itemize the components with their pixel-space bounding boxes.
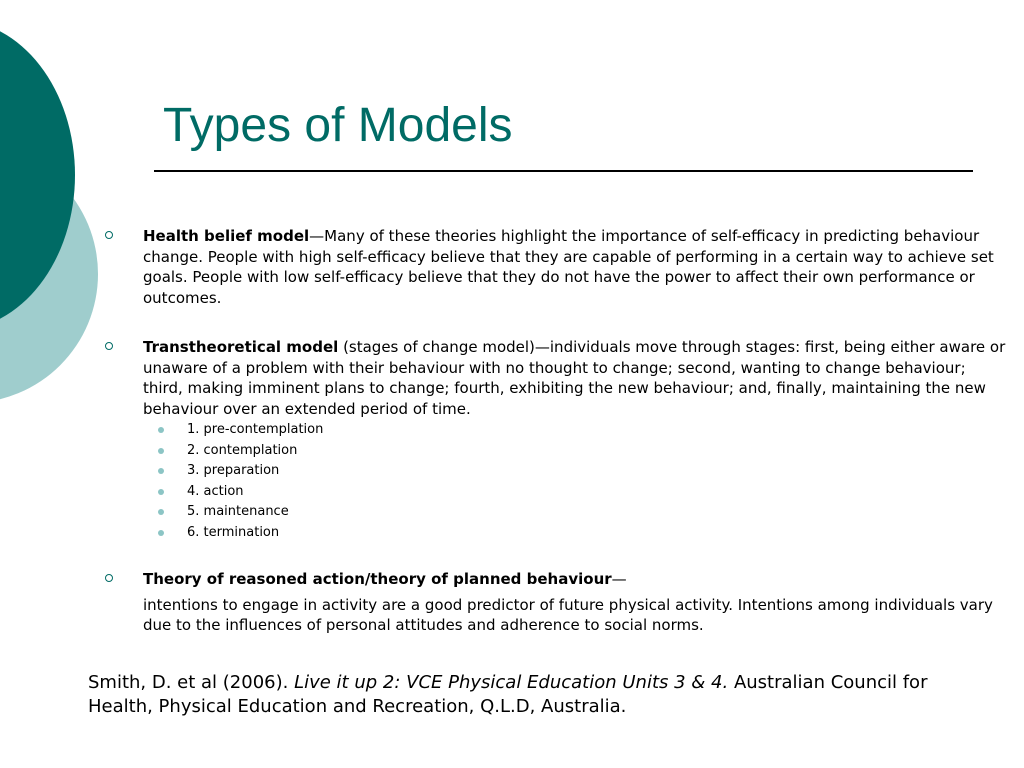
dot-bullet-icon bbox=[158, 530, 164, 536]
hollow-circle-bullet-icon bbox=[105, 342, 113, 350]
stage-item: 4. action bbox=[143, 482, 1010, 503]
bullet-text: — bbox=[611, 570, 627, 588]
stages-list bbox=[143, 420, 1010, 543]
stage-item: 5. maintenance bbox=[143, 502, 1010, 523]
reference-authors: Smith, D. et al (2006). bbox=[88, 672, 295, 693]
bullet-text: (stages of change model)—individuals move through stages: first, being either aware or unaware of a problem with their behaviour with no thought to change; second, wanting to change behaviour; third, making imminent plans to change; fourth, exhibiting the new behaviour; and, finally, maintaining the new behaviour over an extended period of time. bbox=[143, 338, 1006, 418]
reference-book-title: Live it up 2: VCE Physical Education Units 3 & 4. bbox=[294, 672, 729, 693]
bullet-paragraph: intentions to engage in activity are a good predictor of future physical activity. Intentions among individuals vary due to the influences of personal attitudes and adherence to social norms. bbox=[143, 595, 993, 634]
slide-title: Types of Models bbox=[163, 99, 513, 152]
stage-item: 1. pre-contemplation bbox=[143, 420, 1010, 441]
bullet-heading: Theory of reasoned action/theory of planned behaviour bbox=[143, 570, 612, 588]
bullet-heading: Health belief model bbox=[143, 227, 310, 245]
dot-bullet-icon bbox=[158, 489, 164, 495]
dot-bullet-icon bbox=[158, 427, 164, 433]
bullet-health-belief-model bbox=[105, 226, 1010, 308]
stage-item: 3. preparation bbox=[143, 461, 1010, 482]
dot-bullet-icon bbox=[158, 468, 164, 474]
bullet-heading: Transtheoretical model bbox=[143, 338, 339, 356]
hollow-circle-bullet-icon bbox=[105, 574, 113, 582]
stage-item: 6. termination bbox=[143, 523, 1010, 544]
bullet-text: —Many of these theories highlight the importance of self-efficacy in predicting behaviour change. People with high self-efficacy believe that they are capable of performing in a certain way to achieve set goals. People with low self-efficacy believe that they do not have the power to affect their own performance or outcomes. bbox=[143, 227, 994, 307]
reference-citation bbox=[88, 671, 988, 719]
title-divider bbox=[154, 170, 973, 172]
hollow-circle-bullet-icon bbox=[105, 231, 113, 239]
stage-item: 2. contemplation bbox=[143, 441, 1010, 462]
dot-bullet-icon bbox=[158, 509, 164, 515]
bullet-transtheoretical-model bbox=[105, 337, 1010, 543]
reference-publisher: Australian Council for Health, Physical Education and Recreation, Q.L.D, Australia. bbox=[88, 672, 928, 717]
dot-bullet-icon bbox=[158, 448, 164, 454]
bullet-list bbox=[105, 226, 1010, 636]
bullet-theory-of-reasoned-action bbox=[105, 569, 1010, 636]
